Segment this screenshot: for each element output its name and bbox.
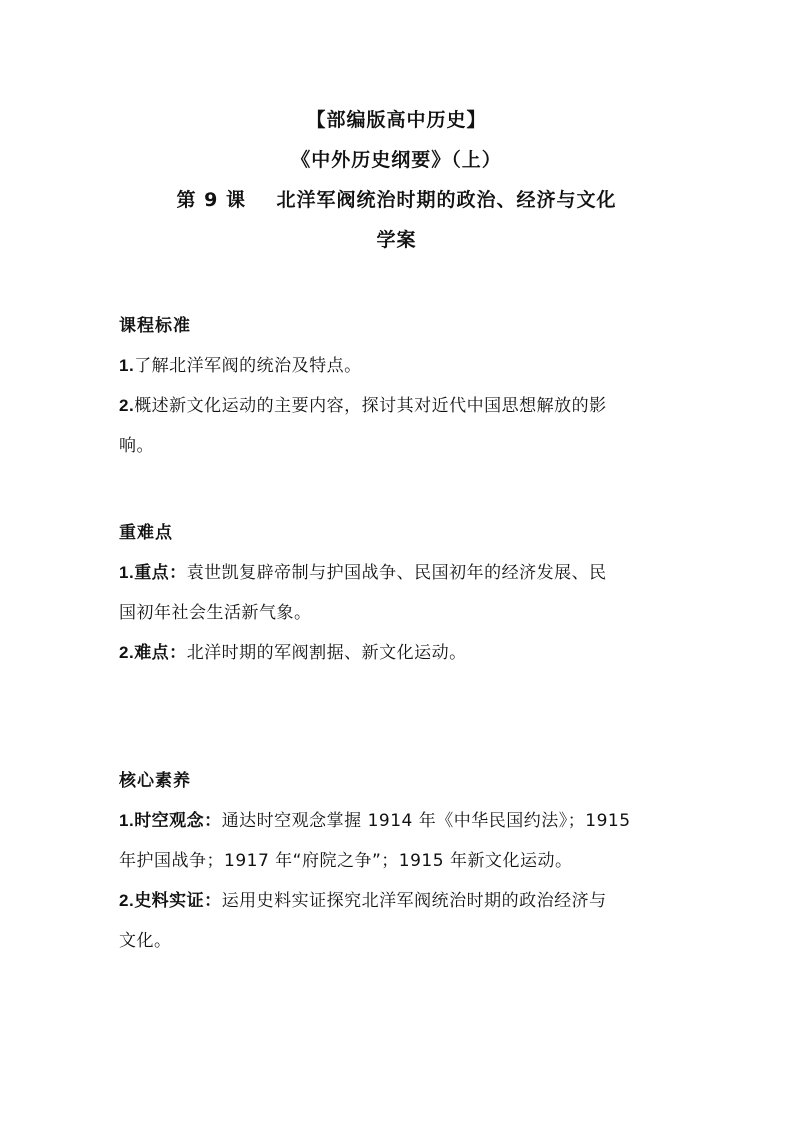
lesson-title: 第 9 课 北洋军阀统治时期的政治、经济与文化 [176,189,617,211]
item-label: 重点： [134,563,187,583]
standards-item-2-cont: 响。 [119,436,154,456]
item-text: 北洋时期的军阀割据、新文化运动。 [186,643,467,663]
item-label: 史料实证： [134,891,222,911]
doc-type-title: 学案 [376,229,417,251]
item-number: 1. [119,356,135,375]
standards-section [119,306,689,466]
item-text: 袁世凯复辟帝制与护国战争、民国初年的经济发展、民 [186,563,607,583]
key-points-item-1-cont: 国初年社会生活新气象。 [119,603,312,623]
item-number: 1. [119,563,135,582]
title-block [0,100,793,260]
item-text: 通达时空观念掌握 1914 年《中华民国约法》；1915 [221,811,631,831]
standards-heading: 课程标准 [119,316,191,336]
item-label: 难点： [134,643,187,663]
key-points-item-1 [119,553,689,593]
item-number: 2. [119,891,135,910]
item-number: 1. [119,811,135,830]
item-text: 概述新文化运动的主要内容，探讨其对近代中国思想解放的影 [134,396,607,416]
item-text: 运用史料实证探究北洋军阀统治时期的政治经济与 [221,891,607,911]
series-title: 【部编版高中历史】 [306,109,487,131]
item-number: 2. [119,396,135,415]
key-points-section [119,513,689,673]
item-number: 2. [119,643,135,662]
literacy-section [119,761,689,961]
key-points-heading: 重难点 [119,523,173,543]
literacy-item-2-cont: 文化。 [119,931,172,951]
literacy-heading: 核心素养 [119,771,191,791]
book-title: 《中外历史纲要》（上） [291,149,502,171]
key-points-item-2 [119,633,689,673]
standards-item-1 [119,346,689,386]
standards-item-2 [119,386,689,426]
item-text: 了解北洋军阀的统治及特点。 [134,356,362,376]
item-label: 时空观念： [134,811,222,831]
literacy-item-1-cont: 年护国战争；1917 年“府院之争”；1915 年新文化运动。 [119,851,573,871]
literacy-item-2 [119,881,689,921]
literacy-item-1 [119,801,689,841]
